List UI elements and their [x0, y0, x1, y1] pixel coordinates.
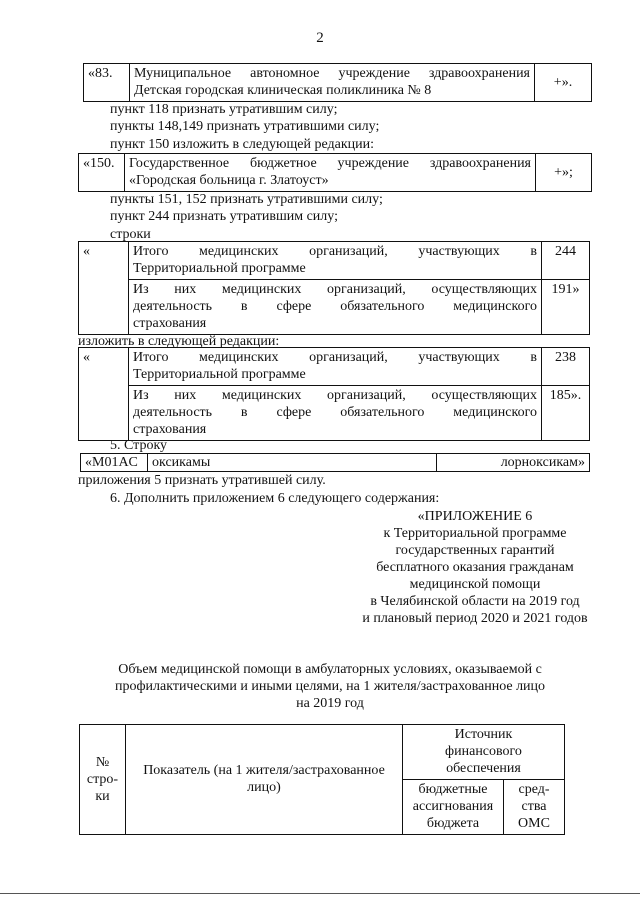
header-line: бюджетные [418, 782, 488, 797]
cell-institution [130, 64, 535, 102]
label-line: страхования [133, 422, 207, 437]
header-line: ОМС [518, 816, 550, 831]
cell-total-value: 244 [542, 242, 590, 280]
cell-quote: « [79, 242, 129, 335]
institution-line: Детская городская клиническая поликлиника № 8 [134, 83, 432, 98]
cell-number: «150. [79, 154, 125, 192]
institution-line: «Городская больница г. Златоуст» [129, 173, 329, 188]
header-line: ства [521, 799, 547, 814]
col-budget [403, 780, 504, 835]
label-line: Территориальной программе [133, 367, 306, 382]
text-line: 5. Строку [110, 438, 168, 453]
header-line: Показатель (на 1 жителя/застрахованное [143, 763, 385, 778]
text-line: приложения 5 признать утратившей силу. [78, 473, 326, 488]
appendix-line: к Территориальной программе [383, 526, 567, 541]
appendix-line: в Челябинской области на 2019 год [370, 594, 580, 609]
text-line: 6. Дополнить приложением 6 следующего содержания: [110, 491, 440, 506]
appendix-line: государственных гарантий [395, 543, 555, 558]
appendix-line: «ПРИЛОЖЕНИЕ 6 [417, 509, 533, 524]
cell-group: оксикамы [148, 454, 437, 472]
cell-institution [125, 154, 536, 192]
header-line: бюджета [426, 816, 480, 831]
cell-mark: +»; [536, 154, 592, 192]
header-line: сред- [518, 782, 550, 797]
table-totals-old [78, 241, 590, 335]
document-title [60, 661, 600, 712]
table-drug-row [80, 453, 590, 472]
label-line: страхования [133, 316, 207, 331]
cell-oms-value: 191» [542, 280, 590, 335]
cell-total-label [129, 348, 542, 386]
label-line: Итого медицинских организаций, участвующих в [133, 244, 537, 259]
col-indicator [126, 725, 403, 835]
header-line: лицо) [247, 780, 281, 795]
appendix-line: и плановый период 2020 и 2021 годов [362, 611, 588, 626]
text-line: пункт 118 признать утратившим силу; [110, 102, 338, 117]
cell-quote: « [79, 348, 129, 441]
header-line: ассигнования [412, 799, 494, 814]
title-line: профилактическими и иными целями, на 1 жителя/застрахованное лицо [114, 679, 546, 694]
cell-total-label [129, 242, 542, 280]
col-row-number [80, 725, 126, 835]
cell-drug: лорноксикам» [437, 454, 590, 472]
label-line: деятельность в сфере обязательного медицинского [133, 299, 537, 314]
label-line: деятельность в сфере обязательного медицинского [133, 405, 537, 420]
label-line: Из них медицинских организаций, осуществляющих [133, 388, 537, 403]
cell-oms-label [129, 280, 542, 335]
text-line: изложить в следующей редакции: [78, 334, 280, 349]
header-line: ки [95, 788, 110, 804]
page-bottom-rule [0, 893, 640, 894]
institution-line: Государственное бюджетное учреждение здравоохранения [129, 156, 531, 171]
label-line: Из них медицинских организаций, осуществляющих [133, 282, 537, 297]
header-line: Источник [454, 727, 513, 742]
cell-oms-label [129, 386, 542, 441]
page-number: 2 [316, 30, 324, 46]
table-institution-83 [83, 63, 592, 102]
title-line: на 2019 год [296, 696, 364, 711]
cell-total-value: 238 [542, 348, 590, 386]
cell-oms-value: 185». [542, 386, 590, 441]
appendix-line: медицинской помощи [409, 577, 541, 592]
volume-table-header [79, 724, 565, 835]
table-totals-new [78, 347, 590, 441]
title-line: Объем медицинской помощи в амбулаторных условиях, оказываемой с [118, 662, 542, 677]
text-line: пункты 148,149 признать утратившими силу; [110, 119, 380, 134]
text-line: пункты 151, 152 признать утратившими силу; [110, 192, 383, 207]
appendix-header [330, 508, 620, 627]
header-line: обеспечения [446, 761, 521, 776]
institution-line: Муниципальное автономное учреждение здравоохранения [134, 66, 530, 81]
table-institution-150 [78, 153, 592, 192]
cell-mark: +». [535, 64, 592, 102]
cell-number: «83. [84, 64, 130, 102]
text-line: строки [110, 227, 151, 242]
col-funding-source [403, 725, 565, 780]
text-line: пункт 150 изложить в следующей редакции: [110, 137, 374, 152]
label-line: Территориальной программе [133, 261, 306, 276]
appendix-line: бесплатного оказания гражданам [376, 560, 574, 575]
header-line: финансового [445, 744, 522, 759]
cell-code: «M01AC [81, 454, 148, 472]
text-line: пункт 244 признать утратившим силу; [110, 209, 338, 224]
header-line: № [95, 754, 110, 770]
header-line: стро- [86, 771, 119, 787]
label-line: Итого медицинских организаций, участвующих в [133, 350, 537, 365]
col-oms [504, 780, 565, 835]
